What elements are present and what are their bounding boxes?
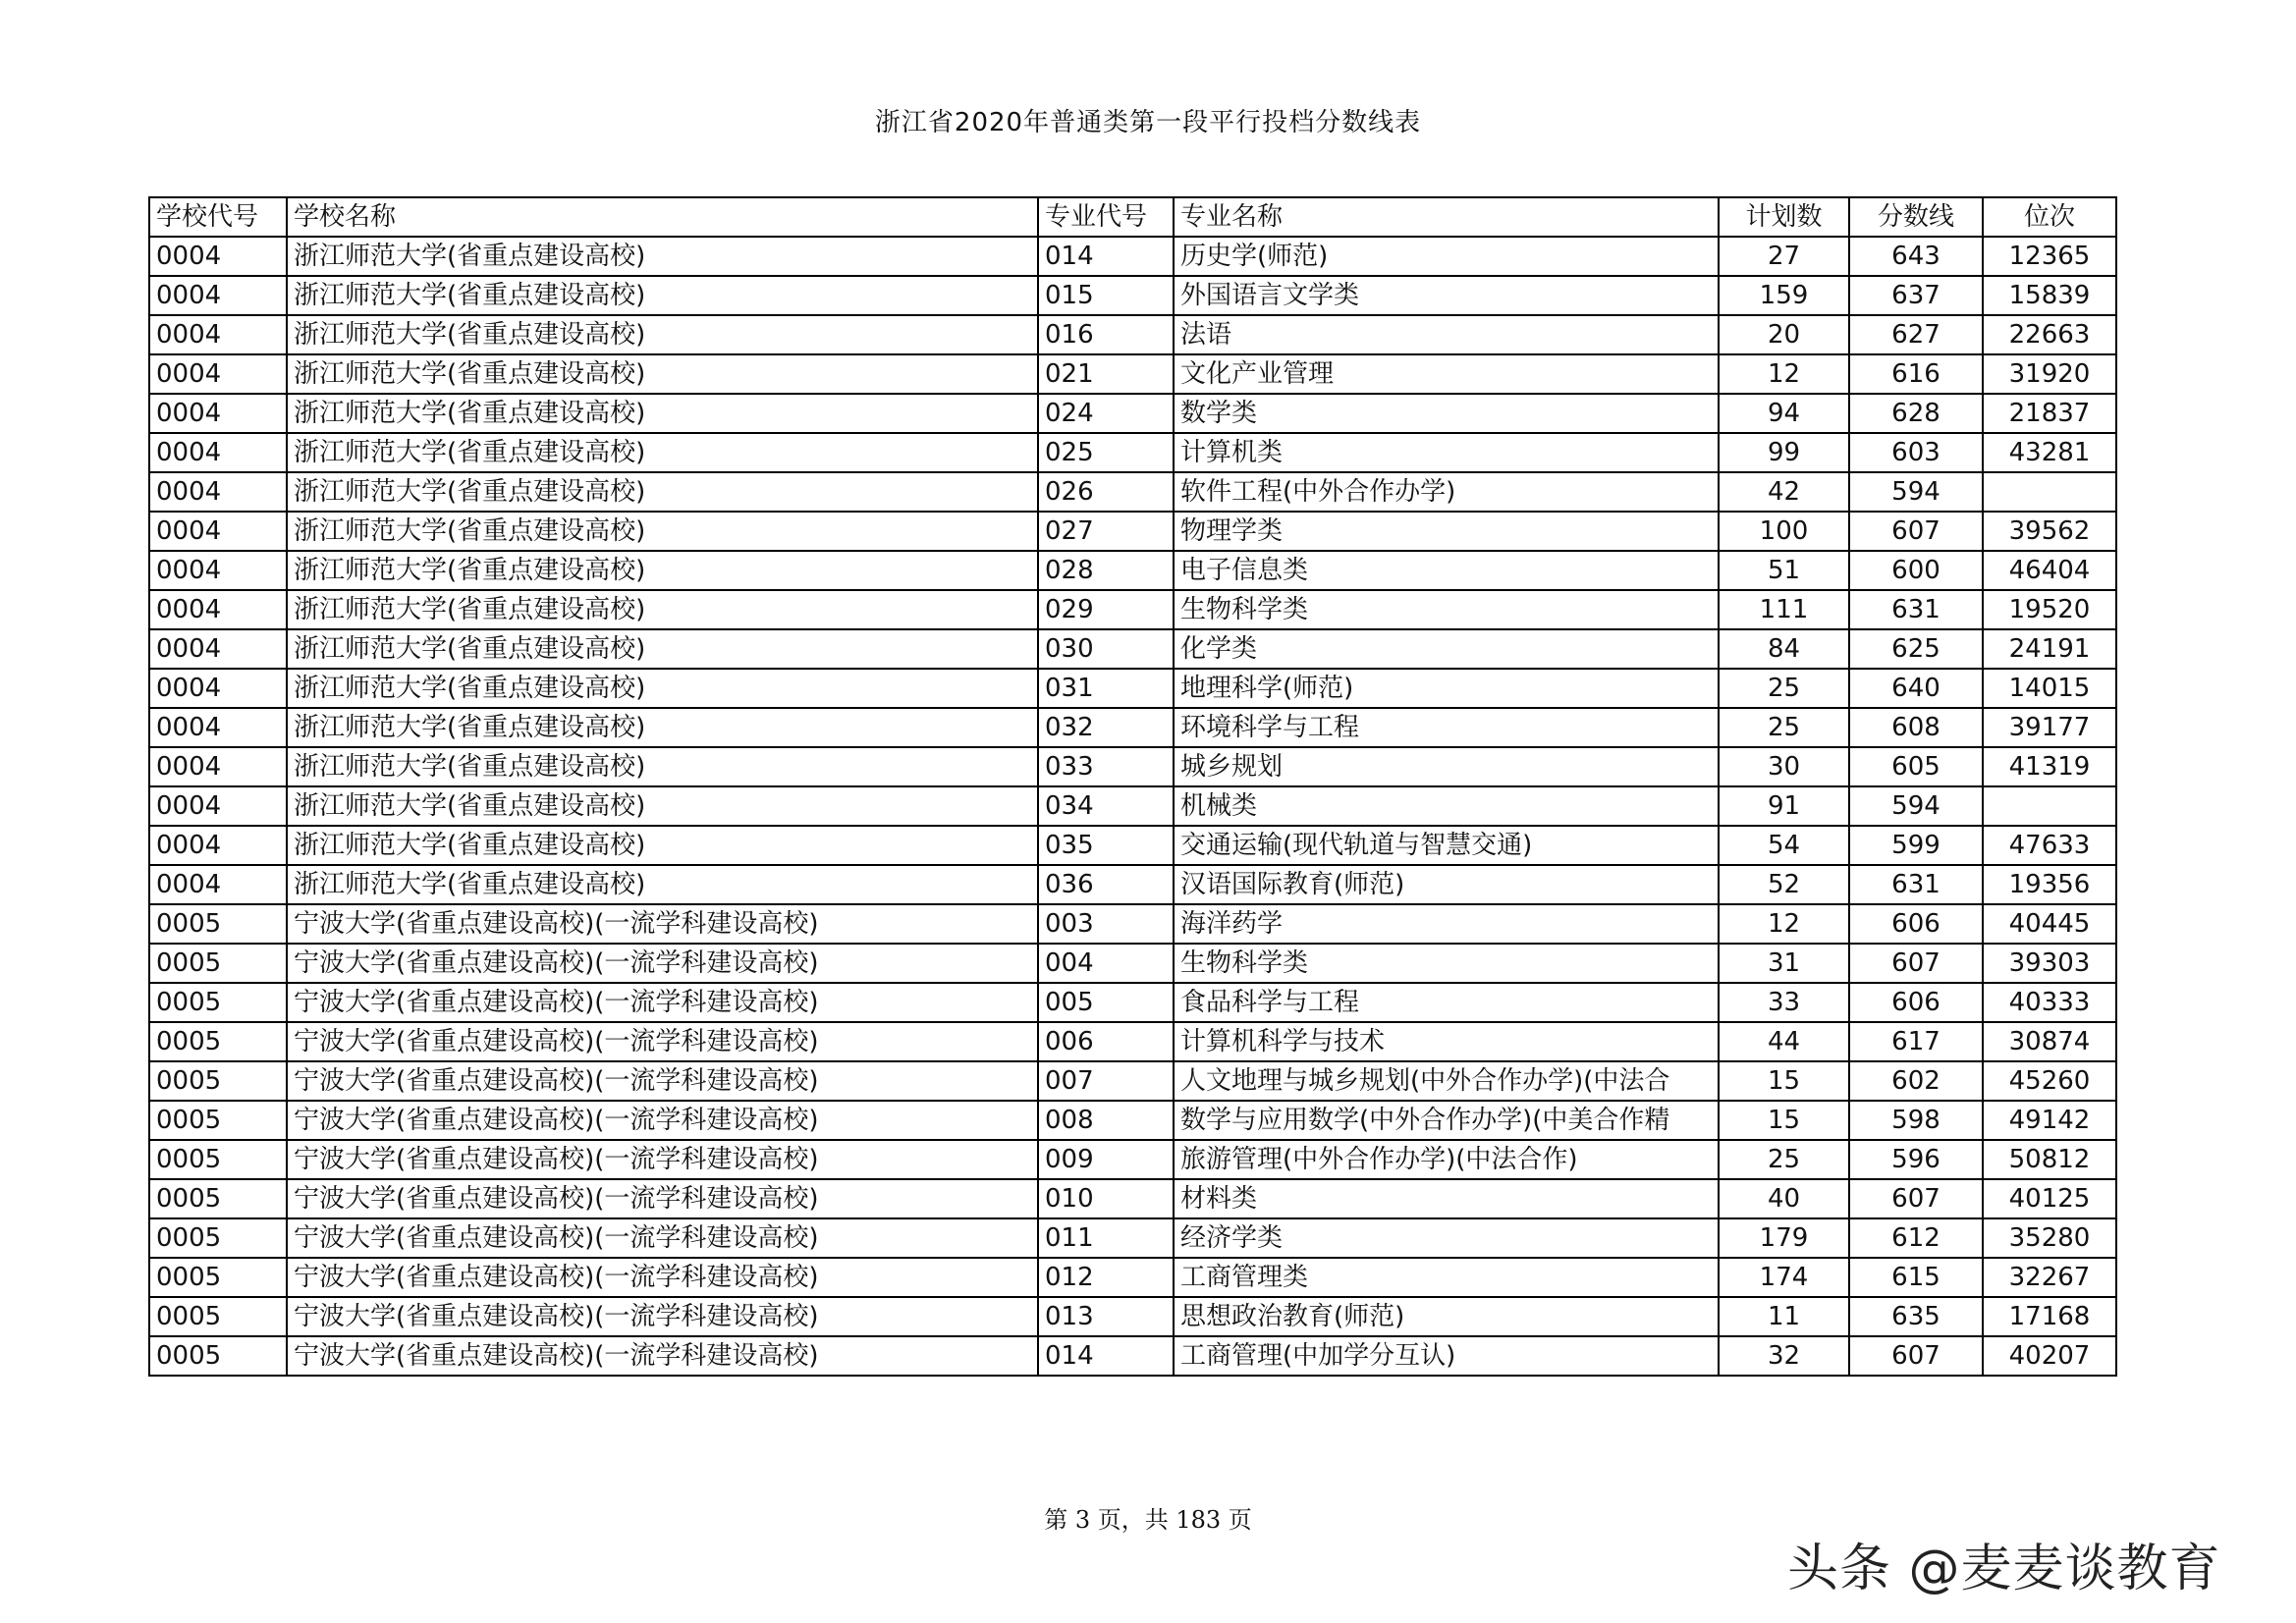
cell-rank: 40445 [1983, 904, 2116, 944]
cell-score-line: 603 [1849, 433, 1983, 472]
cell-major-name: 外国语言文学类 [1174, 276, 1719, 315]
table-row [149, 1336, 2116, 1376]
table-row [149, 944, 2116, 983]
cell-major-code: 003 [1038, 904, 1174, 944]
cell-major-code: 029 [1038, 590, 1174, 629]
cell-school-code: 0004 [149, 629, 287, 669]
cell-school-name: 宁波大学(省重点建设高校)(一流学科建设高校) [287, 1336, 1038, 1376]
cell-school-code: 0004 [149, 669, 287, 708]
cell-school-code: 0005 [149, 1140, 287, 1179]
cell-school-name: 浙江师范大学(省重点建设高校) [287, 394, 1038, 433]
cell-major-code: 031 [1038, 669, 1174, 708]
cell-school-name: 宁波大学(省重点建设高校)(一流学科建设高校) [287, 1258, 1038, 1297]
cell-rank [1983, 472, 2116, 512]
cell-major-name: 数学与应用数学(中外合作办学)(中美合作精 [1174, 1101, 1719, 1140]
cell-score-line: 606 [1849, 904, 1983, 944]
cell-major-code: 025 [1038, 433, 1174, 472]
cell-score-line: 631 [1849, 865, 1983, 904]
cell-major-name: 物理学类 [1174, 512, 1719, 551]
cell-major-code: 036 [1038, 865, 1174, 904]
cell-school-code: 0004 [149, 590, 287, 629]
table-row [149, 551, 2116, 590]
cell-plan-count: 11 [1719, 1297, 1849, 1336]
cell-plan-count: 12 [1719, 354, 1849, 394]
cell-plan-count: 25 [1719, 708, 1849, 747]
cell-school-code: 0005 [149, 1101, 287, 1140]
cell-major-code: 009 [1038, 1140, 1174, 1179]
cell-school-code: 0005 [149, 904, 287, 944]
cell-school-name: 浙江师范大学(省重点建设高校) [287, 747, 1038, 786]
cell-plan-count: 44 [1719, 1022, 1849, 1061]
table-row [149, 1140, 2116, 1179]
cell-rank: 40333 [1983, 983, 2116, 1022]
table-row [149, 669, 2116, 708]
cell-plan-count: 54 [1719, 826, 1849, 865]
header-plan-count: 计划数 [1719, 197, 1849, 237]
cell-major-code: 010 [1038, 1179, 1174, 1218]
cell-school-code: 0005 [149, 983, 287, 1022]
cell-plan-count: 25 [1719, 669, 1849, 708]
header-school-name: 学校名称 [287, 197, 1038, 237]
cell-major-name: 旅游管理(中外合作办学)(中法合作) [1174, 1140, 1719, 1179]
cell-rank: 24191 [1983, 629, 2116, 669]
cell-school-name: 浙江师范大学(省重点建设高校) [287, 315, 1038, 354]
cell-score-line: 594 [1849, 472, 1983, 512]
table-header-row [149, 197, 2116, 237]
cell-school-code: 0005 [149, 1022, 287, 1061]
table-row [149, 1061, 2116, 1101]
cell-score-line: 616 [1849, 354, 1983, 394]
cell-school-code: 0005 [149, 1179, 287, 1218]
cell-score-line: 643 [1849, 237, 1983, 276]
cell-major-code: 004 [1038, 944, 1174, 983]
cell-score-line: 607 [1849, 512, 1983, 551]
cell-rank: 43281 [1983, 433, 2116, 472]
table-row [149, 394, 2116, 433]
cell-major-code: 032 [1038, 708, 1174, 747]
cell-school-code: 0005 [149, 1258, 287, 1297]
cell-rank: 35280 [1983, 1218, 2116, 1258]
cell-school-name: 浙江师范大学(省重点建设高校) [287, 826, 1038, 865]
cell-school-name: 宁波大学(省重点建设高校)(一流学科建设高校) [287, 1101, 1038, 1140]
cell-plan-count: 51 [1719, 551, 1849, 590]
cell-score-line: 627 [1849, 315, 1983, 354]
table-row [149, 747, 2116, 786]
cell-major-name: 软件工程(中外合作办学) [1174, 472, 1719, 512]
cell-plan-count: 15 [1719, 1061, 1849, 1101]
cell-school-code: 0004 [149, 276, 287, 315]
cell-score-line: 631 [1849, 590, 1983, 629]
cell-school-code: 0004 [149, 826, 287, 865]
cell-plan-count: 20 [1719, 315, 1849, 354]
cell-score-line: 607 [1849, 1336, 1983, 1376]
watermark: 头条 @麦麦谈教育 [1787, 1540, 2221, 1598]
cell-rank: 40207 [1983, 1336, 2116, 1376]
cell-rank: 22663 [1983, 315, 2116, 354]
cell-school-name: 浙江师范大学(省重点建设高校) [287, 237, 1038, 276]
cell-plan-count: 91 [1719, 786, 1849, 826]
page-footer: 第 3 页，共 183 页 [1044, 1506, 1252, 1534]
cell-school-code: 0005 [149, 944, 287, 983]
cell-school-code: 0004 [149, 786, 287, 826]
cell-rank: 39177 [1983, 708, 2116, 747]
cell-school-code: 0004 [149, 512, 287, 551]
cell-school-code: 0004 [149, 865, 287, 904]
table-row [149, 1218, 2116, 1258]
cell-major-name: 经济学类 [1174, 1218, 1719, 1258]
cell-school-name: 浙江师范大学(省重点建设高校) [287, 354, 1038, 394]
cell-major-name: 城乡规划 [1174, 747, 1719, 786]
cell-major-code: 008 [1038, 1101, 1174, 1140]
cell-plan-count: 30 [1719, 747, 1849, 786]
cell-major-name: 材料类 [1174, 1179, 1719, 1218]
table-row [149, 904, 2116, 944]
cell-school-name: 浙江师范大学(省重点建设高校) [287, 708, 1038, 747]
cell-school-name: 浙江师范大学(省重点建设高校) [287, 433, 1038, 472]
cell-major-code: 014 [1038, 1336, 1174, 1376]
cell-school-name: 浙江师范大学(省重点建设高校) [287, 669, 1038, 708]
cell-major-name: 海洋药学 [1174, 904, 1719, 944]
cell-school-name: 宁波大学(省重点建设高校)(一流学科建设高校) [287, 983, 1038, 1022]
cell-major-code: 005 [1038, 983, 1174, 1022]
header-score-line: 分数线 [1849, 197, 1983, 237]
cell-major-name: 食品科学与工程 [1174, 983, 1719, 1022]
cell-major-name: 地理科学(师范) [1174, 669, 1719, 708]
cell-plan-count: 174 [1719, 1258, 1849, 1297]
cell-school-name: 浙江师范大学(省重点建设高校) [287, 551, 1038, 590]
table-row [149, 708, 2116, 747]
table-row [149, 433, 2116, 472]
cell-rank: 14015 [1983, 669, 2116, 708]
cell-rank: 45260 [1983, 1061, 2116, 1101]
cell-major-name: 思想政治教育(师范) [1174, 1297, 1719, 1336]
cell-score-line: 612 [1849, 1218, 1983, 1258]
cell-rank: 49142 [1983, 1101, 2116, 1140]
cell-plan-count: 27 [1719, 237, 1849, 276]
cell-major-name: 工商管理类 [1174, 1258, 1719, 1297]
table-row [149, 865, 2116, 904]
header-major-code: 专业代号 [1038, 197, 1174, 237]
cell-major-code: 027 [1038, 512, 1174, 551]
cell-major-name: 计算机科学与技术 [1174, 1022, 1719, 1061]
cell-score-line: 607 [1849, 1179, 1983, 1218]
cell-major-name: 历史学(师范) [1174, 237, 1719, 276]
cell-school-code: 0004 [149, 472, 287, 512]
cell-score-line: 615 [1849, 1258, 1983, 1297]
cell-score-line: 608 [1849, 708, 1983, 747]
cell-score-line: 602 [1849, 1061, 1983, 1101]
cell-school-name: 浙江师范大学(省重点建设高校) [287, 472, 1038, 512]
cell-major-code: 014 [1038, 237, 1174, 276]
cell-school-name: 浙江师范大学(省重点建设高校) [287, 590, 1038, 629]
cell-school-name: 宁波大学(省重点建设高校)(一流学科建设高校) [287, 1140, 1038, 1179]
table-row [149, 826, 2116, 865]
cell-school-code: 0004 [149, 394, 287, 433]
cell-major-code: 033 [1038, 747, 1174, 786]
cell-rank: 41319 [1983, 747, 2116, 786]
cell-plan-count: 94 [1719, 394, 1849, 433]
cell-school-name: 宁波大学(省重点建设高校)(一流学科建设高校) [287, 1179, 1038, 1218]
cell-rank: 31920 [1983, 354, 2116, 394]
cell-major-code: 030 [1038, 629, 1174, 669]
cell-major-code: 024 [1038, 394, 1174, 433]
cell-rank: 32267 [1983, 1258, 2116, 1297]
cell-plan-count: 111 [1719, 590, 1849, 629]
table-row [149, 237, 2116, 276]
cell-plan-count: 84 [1719, 629, 1849, 669]
cell-school-name: 浙江师范大学(省重点建设高校) [287, 786, 1038, 826]
table-row [149, 472, 2116, 512]
table-row [149, 1179, 2116, 1218]
cell-major-name: 汉语国际教育(师范) [1174, 865, 1719, 904]
cell-plan-count: 32 [1719, 1336, 1849, 1376]
cell-plan-count: 159 [1719, 276, 1849, 315]
cell-major-name: 人文地理与城乡规划(中外合作办学)(中法合 [1174, 1061, 1719, 1101]
cell-plan-count: 179 [1719, 1218, 1849, 1258]
cell-school-name: 浙江师范大学(省重点建设高校) [287, 276, 1038, 315]
cell-school-code: 0005 [149, 1297, 287, 1336]
cell-rank: 17168 [1983, 1297, 2116, 1336]
cell-rank: 46404 [1983, 551, 2116, 590]
cell-plan-count: 12 [1719, 904, 1849, 944]
cell-school-code: 0004 [149, 354, 287, 394]
cell-school-code: 0004 [149, 747, 287, 786]
cell-score-line: 596 [1849, 1140, 1983, 1179]
cell-plan-count: 99 [1719, 433, 1849, 472]
cell-score-line: 628 [1849, 394, 1983, 433]
cell-score-line: 635 [1849, 1297, 1983, 1336]
table-row [149, 1297, 2116, 1336]
cell-plan-count: 31 [1719, 944, 1849, 983]
cell-major-code: 035 [1038, 826, 1174, 865]
cell-major-code: 012 [1038, 1258, 1174, 1297]
cell-rank: 19520 [1983, 590, 2116, 629]
cell-major-code: 007 [1038, 1061, 1174, 1101]
table-row [149, 315, 2116, 354]
cell-school-name: 宁波大学(省重点建设高校)(一流学科建设高校) [287, 1061, 1038, 1101]
cell-plan-count: 52 [1719, 865, 1849, 904]
table-row [149, 786, 2116, 826]
table-row [149, 1101, 2116, 1140]
table-row [149, 983, 2116, 1022]
cell-major-name: 法语 [1174, 315, 1719, 354]
cell-score-line: 600 [1849, 551, 1983, 590]
cell-plan-count: 15 [1719, 1101, 1849, 1140]
cell-score-line: 625 [1849, 629, 1983, 669]
cell-school-name: 浙江师范大学(省重点建设高校) [287, 512, 1038, 551]
cell-major-name: 数学类 [1174, 394, 1719, 433]
table-row [149, 354, 2116, 394]
cell-rank: 19356 [1983, 865, 2116, 904]
cell-score-line: 599 [1849, 826, 1983, 865]
cell-plan-count: 40 [1719, 1179, 1849, 1218]
cell-major-code: 028 [1038, 551, 1174, 590]
cell-rank: 30874 [1983, 1022, 2116, 1061]
cell-major-name: 交通运输(现代轨道与智慧交通) [1174, 826, 1719, 865]
header-major-name: 专业名称 [1174, 197, 1719, 237]
header-school-code: 学校代号 [149, 197, 287, 237]
cell-plan-count: 100 [1719, 512, 1849, 551]
table-row [149, 1258, 2116, 1297]
cell-major-code: 015 [1038, 276, 1174, 315]
cell-major-name: 工商管理(中加学分互认) [1174, 1336, 1719, 1376]
cell-school-code: 0005 [149, 1336, 287, 1376]
table-row [149, 276, 2116, 315]
cell-major-name: 电子信息类 [1174, 551, 1719, 590]
cell-score-line: 640 [1849, 669, 1983, 708]
cell-major-code: 011 [1038, 1218, 1174, 1258]
cell-plan-count: 42 [1719, 472, 1849, 512]
score-table [148, 196, 2117, 1377]
cell-major-name: 生物科学类 [1174, 590, 1719, 629]
cell-major-code: 013 [1038, 1297, 1174, 1336]
cell-school-code: 0004 [149, 315, 287, 354]
cell-score-line: 607 [1849, 944, 1983, 983]
cell-rank: 21837 [1983, 394, 2116, 433]
cell-school-code: 0004 [149, 433, 287, 472]
table-row [149, 1022, 2116, 1061]
cell-major-name: 生物科学类 [1174, 944, 1719, 983]
cell-school-name: 宁波大学(省重点建设高校)(一流学科建设高校) [287, 944, 1038, 983]
cell-rank: 39303 [1983, 944, 2116, 983]
cell-major-name: 文化产业管理 [1174, 354, 1719, 394]
cell-school-name: 浙江师范大学(省重点建设高校) [287, 629, 1038, 669]
cell-school-name: 宁波大学(省重点建设高校)(一流学科建设高校) [287, 1297, 1038, 1336]
cell-school-name: 宁波大学(省重点建设高校)(一流学科建设高校) [287, 1218, 1038, 1258]
cell-plan-count: 25 [1719, 1140, 1849, 1179]
cell-major-code: 034 [1038, 786, 1174, 826]
cell-school-name: 宁波大学(省重点建设高校)(一流学科建设高校) [287, 1022, 1038, 1061]
cell-major-name: 机械类 [1174, 786, 1719, 826]
cell-rank [1983, 786, 2116, 826]
cell-rank: 40125 [1983, 1179, 2116, 1218]
cell-score-line: 594 [1849, 786, 1983, 826]
cell-score-line: 637 [1849, 276, 1983, 315]
cell-school-name: 宁波大学(省重点建设高校)(一流学科建设高校) [287, 904, 1038, 944]
document-title: 浙江省2020年普通类第一段平行投档分数线表 [874, 108, 1422, 137]
table-row [149, 512, 2116, 551]
cell-school-code: 0005 [149, 1061, 287, 1101]
cell-school-name: 浙江师范大学(省重点建设高校) [287, 865, 1038, 904]
cell-rank: 50812 [1983, 1140, 2116, 1179]
cell-score-line: 598 [1849, 1101, 1983, 1140]
cell-rank: 39562 [1983, 512, 2116, 551]
table-row [149, 590, 2116, 629]
cell-school-code: 0004 [149, 551, 287, 590]
cell-rank: 12365 [1983, 237, 2116, 276]
cell-score-line: 606 [1849, 983, 1983, 1022]
cell-school-code: 0004 [149, 237, 287, 276]
cell-school-code: 0004 [149, 708, 287, 747]
cell-score-line: 605 [1849, 747, 1983, 786]
cell-major-name: 计算机类 [1174, 433, 1719, 472]
cell-score-line: 617 [1849, 1022, 1983, 1061]
header-rank: 位次 [1983, 197, 2116, 237]
cell-major-name: 化学类 [1174, 629, 1719, 669]
cell-major-code: 016 [1038, 315, 1174, 354]
table-row [149, 629, 2116, 669]
cell-rank: 47633 [1983, 826, 2116, 865]
cell-rank: 15839 [1983, 276, 2116, 315]
cell-major-code: 021 [1038, 354, 1174, 394]
cell-school-code: 0005 [149, 1218, 287, 1258]
cell-major-code: 026 [1038, 472, 1174, 512]
cell-major-name: 环境科学与工程 [1174, 708, 1719, 747]
cell-plan-count: 33 [1719, 983, 1849, 1022]
cell-major-code: 006 [1038, 1022, 1174, 1061]
